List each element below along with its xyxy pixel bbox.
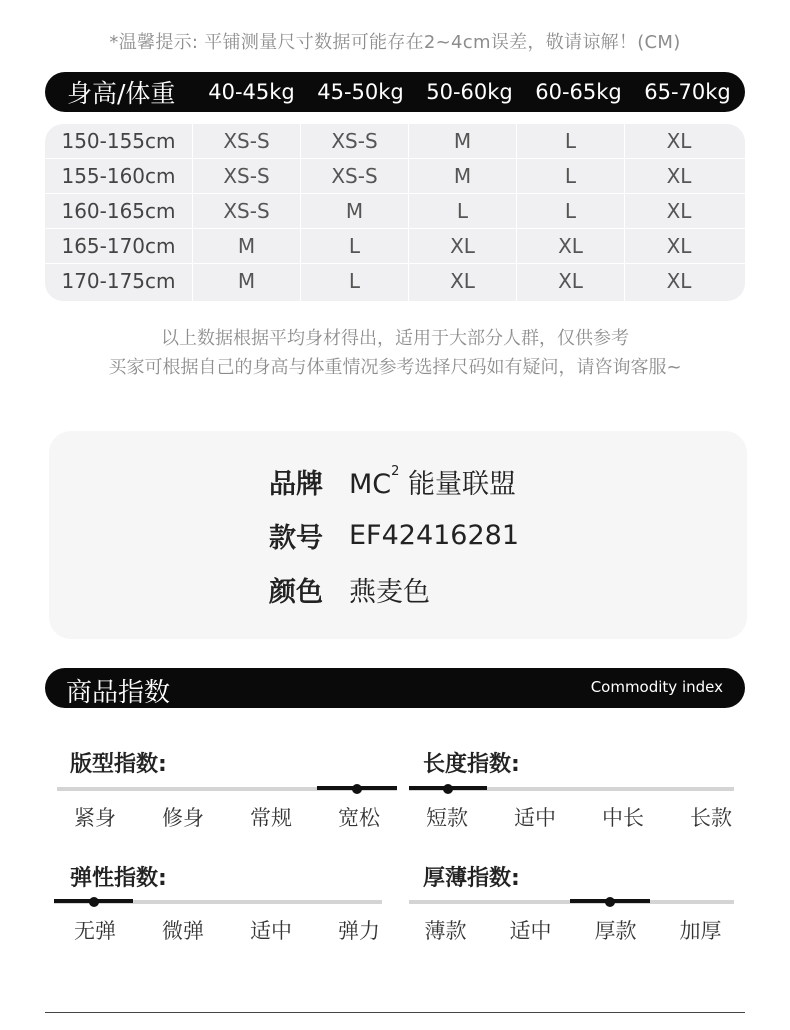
- size-cell: M: [193, 264, 301, 301]
- thickness-option: 厚款: [594, 919, 637, 943]
- size-cell: M: [193, 229, 301, 263]
- height-cell: 170-175cm: [45, 264, 193, 301]
- size-cell: L: [517, 124, 625, 158]
- thickness-option: 薄款: [424, 919, 467, 943]
- note-line-2: 买家可根据自己的身高与体重情况参考选择尺码如有疑问，请咨询客服~: [108, 357, 682, 378]
- elasticity-option: 弹力: [338, 919, 380, 943]
- header-weight-1: 40-45kg: [208, 80, 295, 104]
- thickness-index-options: [403, 915, 743, 945]
- size-cell: XS-S: [301, 124, 409, 158]
- model-value: EF42416281: [349, 519, 520, 551]
- elasticity-index-bar: [54, 900, 382, 904]
- size-cell: XL: [666, 129, 692, 153]
- elasticity-index-title: 弹性指数:: [70, 866, 167, 891]
- fit-index-title: 版型指数:: [70, 752, 167, 777]
- height-cell: 160-165cm: [45, 194, 193, 228]
- size-cell: XL: [409, 229, 517, 263]
- fit-option: 常规: [250, 806, 292, 830]
- elasticity-option: 适中: [250, 919, 292, 943]
- elasticity-index-options: [51, 915, 403, 945]
- size-cell: L: [301, 229, 409, 263]
- brand-row: [269, 461, 516, 501]
- fit-option: 修身: [162, 806, 204, 830]
- table-row: [45, 194, 745, 229]
- elasticity-index-marker: [89, 897, 99, 907]
- thickness-option: 加厚: [679, 919, 722, 943]
- brand-value: $MC^2$ 能量联盟: [349, 463, 517, 500]
- length-index-title: 长度指数:: [423, 752, 520, 777]
- length-option: 短款: [426, 806, 468, 830]
- thickness-index-marker: [605, 897, 615, 907]
- table-row: [45, 159, 745, 194]
- commodity-index-title: 商品指数: [66, 678, 171, 708]
- elasticity-option: 无弹: [74, 919, 116, 943]
- thickness-index-bar: [409, 900, 734, 904]
- size-cell: XL: [517, 264, 625, 301]
- size-cell: M: [409, 124, 517, 158]
- size-table: [45, 124, 745, 301]
- note-line-1: 以上数据根据平均身材得出，适用于大部分人群，仅供参考: [161, 328, 629, 349]
- thickness-index-title: 厚薄指数:: [423, 866, 520, 891]
- size-cell: XS-S: [193, 194, 301, 228]
- length-index-bar: [409, 787, 734, 791]
- length-option: 长款: [690, 806, 732, 830]
- fit-index-marker: [352, 784, 362, 794]
- size-cell: L: [409, 194, 517, 228]
- header-weight-2: 45-50kg: [317, 80, 404, 104]
- model-label: 款号: [269, 522, 323, 554]
- length-option: 中长: [602, 806, 644, 830]
- brand-label: 品牌: [269, 468, 323, 500]
- size-cell: XS-S: [193, 124, 301, 158]
- fit-option: 宽松: [338, 806, 380, 830]
- commodity-index-header: [45, 668, 745, 708]
- length-index-options: [403, 802, 755, 832]
- size-cell: XL: [666, 234, 692, 258]
- brand-superscript: 2: [391, 463, 400, 479]
- size-cell: L: [301, 264, 409, 301]
- size-cell: XL: [409, 264, 517, 301]
- commodity-index-subtitle: Commodity index: [590, 678, 723, 696]
- header-weight-3: 50-60kg: [426, 80, 513, 104]
- length-index-marker: [443, 784, 453, 794]
- header-weight-5: 65-70kg: [644, 80, 731, 104]
- size-cell: XL: [666, 269, 692, 293]
- size-cell: XL: [666, 164, 692, 188]
- size-cell: XL: [666, 199, 692, 223]
- thickness-option: 适中: [509, 919, 552, 943]
- header-weight-4: 60-65kg: [535, 80, 622, 104]
- model-row: [269, 515, 519, 555]
- color-row: [269, 569, 430, 609]
- size-cell: XL: [517, 229, 625, 263]
- color-value: 燕麦色: [349, 576, 430, 608]
- size-cell: XS-S: [301, 159, 409, 193]
- fit-index-options: [51, 802, 403, 832]
- height-cell: 155-160cm: [45, 159, 193, 193]
- size-cell: M: [301, 194, 409, 228]
- size-cell: L: [517, 194, 625, 228]
- fit-option: 紧身: [74, 806, 116, 830]
- elasticity-option: 微弹: [162, 919, 204, 943]
- header-height-weight: 身高/体重: [67, 79, 176, 108]
- footer-divider: [45, 1012, 745, 1013]
- table-row: [45, 124, 745, 159]
- size-cell: XS-S: [193, 159, 301, 193]
- size-cell: M: [409, 159, 517, 193]
- color-label: 颜色: [269, 576, 323, 608]
- product-info-card: [49, 431, 747, 639]
- table-row: [45, 229, 745, 264]
- height-cell: 150-155cm: [45, 124, 193, 158]
- size-note: [0, 324, 790, 382]
- size-cell: L: [517, 159, 625, 193]
- height-cell: 165-170cm: [45, 229, 193, 263]
- length-option: 适中: [514, 806, 556, 830]
- table-row: [45, 264, 745, 301]
- fit-index-bar: [57, 787, 397, 791]
- size-tip: *温馨提示: 平铺测量尺寸数据可能存在2~4cm误差，敬请谅解！(CM): [109, 32, 681, 53]
- size-table-header: [45, 72, 745, 112]
